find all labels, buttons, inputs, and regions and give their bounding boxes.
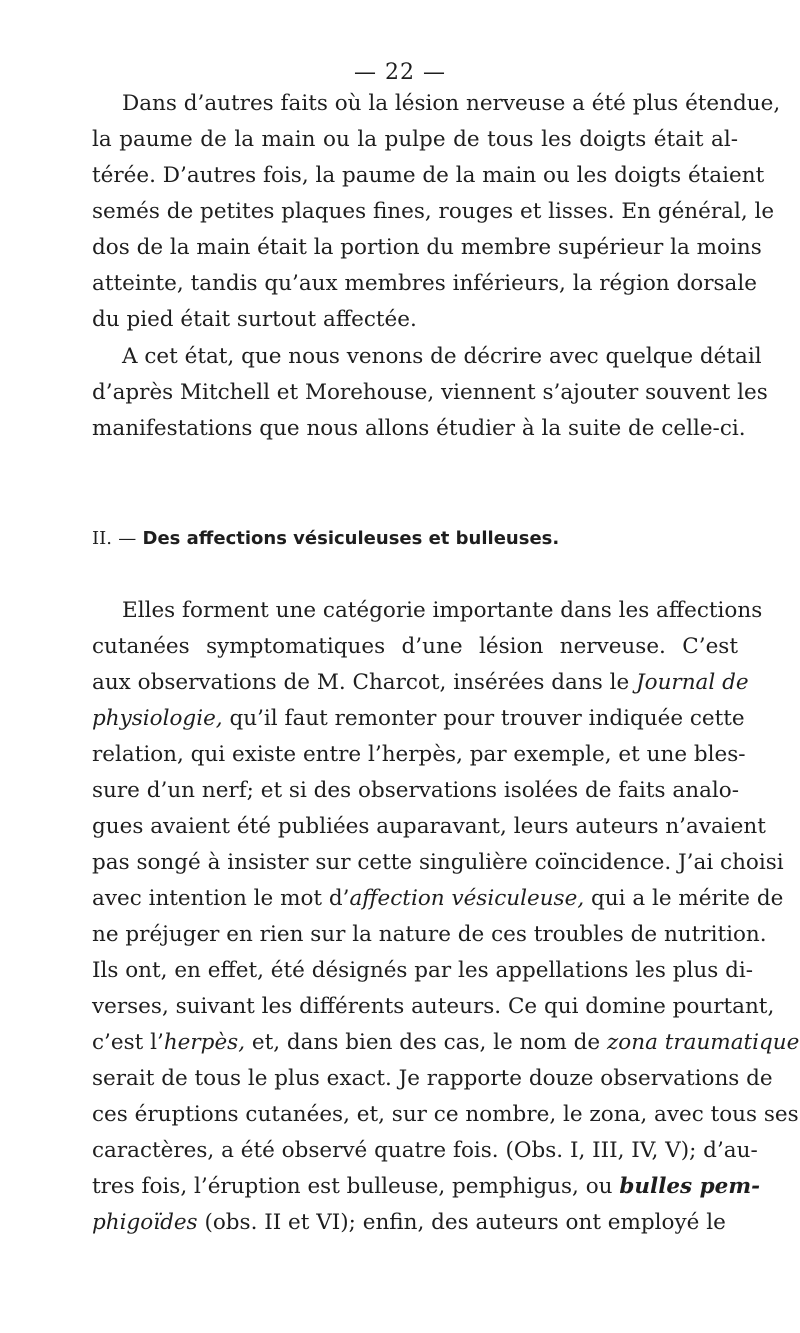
text-run: avec intention le mot d’ <box>92 886 350 911</box>
text-run: qu’il faut remonter pour trouver indiquée cette <box>229 706 745 731</box>
text-line <box>92 665 749 701</box>
text-run: tres fois, l’éruption est bulleuse, pemphigus, ou <box>92 1174 613 1199</box>
text-run: et, dans bien des cas, le nom de <box>251 1030 601 1055</box>
text-line: caractères, a été observé quatre fois. (Obs. I, III, IV, V); d’au- <box>92 1138 758 1163</box>
text-line: Dans d’autres faits où la lésion nerveuse a été plus étendue, <box>122 91 781 116</box>
text-line: atteinte, tandis qu’aux membres inférieurs, la région dorsale <box>92 271 757 296</box>
text-line: manifestations que nous allons étudier à la suite de celle-ci. <box>92 416 746 441</box>
text-line <box>92 1205 738 1241</box>
term-italic: herpès, <box>163 1030 246 1055</box>
page-number: — 22 — <box>354 60 446 85</box>
text-line: d’après Mitchell et Morehouse, viennent s’ajouter souvent les <box>92 380 768 405</box>
text-line: gues avaient été publiées auparavant, leurs auteurs n’avaient <box>92 814 766 839</box>
text-line: A cet état, que nous venons de décrire avec quelque détail <box>122 344 762 369</box>
term-italic: zona traumatique <box>606 1030 800 1055</box>
term-italic: phigoïdes <box>92 1210 198 1235</box>
text-line: relation, qui existe entre l’herpès, par exemple, et une bles- <box>92 742 746 767</box>
text-line <box>92 1025 800 1061</box>
text-line: semés de petites plaques fines, rouges et lisses. En général, le <box>92 199 775 224</box>
text-run: qui a le mérite de <box>591 886 784 911</box>
text-line: la paume de la main ou la pulpe de tous les doigts était al- <box>92 127 738 152</box>
section-number: II. <box>92 528 112 549</box>
section-heading <box>92 528 738 549</box>
text-line: sure d’un nerf; et si des observations isolées de faits analo- <box>92 778 739 803</box>
text-line <box>92 881 784 917</box>
text-line: verses, suivant les différents auteurs. Ce qui domine pourtant, <box>92 994 775 1019</box>
text-line: ces éruptions cutanées, et, sur ce nombre, le zona, avec tous ses <box>92 1102 799 1127</box>
text-line: du pied était surtout affectée. <box>92 307 417 332</box>
text-run: (obs. II et VI); enfin, des auteurs ont employé le <box>204 1210 726 1235</box>
text-line: serait de tous le plus exact. Je rapporte douze observations de <box>92 1066 773 1091</box>
text-line: pas songé à insister sur cette singulière coïncidence. J’ai choisi <box>92 850 784 875</box>
term-italic-bold: bulles pem- <box>619 1174 761 1199</box>
text-line <box>92 1169 761 1205</box>
text-run: aux observations de M. Charcot, insérées dans le <box>92 670 630 695</box>
text-run: c’est l’ <box>92 1030 164 1055</box>
section-dash: — <box>118 528 137 549</box>
text-line <box>92 701 745 737</box>
text-line: Ils ont, en effet, été désignés par les appellations les plus di- <box>92 958 753 983</box>
text-line: ne préjuger en rien sur la nature de ces troubles de nutrition. <box>92 922 767 947</box>
journal-title-italic: physiologie, <box>92 706 223 731</box>
text-line: cutanées symptomatiques d’une lésion nerveuse. C’est <box>92 634 738 659</box>
term-italic: affection vésiculeuse, <box>349 886 585 911</box>
journal-title-italic: Journal de <box>636 670 749 695</box>
section-title: Des affections vésiculeuses et bulleuses. <box>142 528 560 549</box>
text-line: térée. D’autres fois, la paume de la main ou les doigts étaient <box>92 163 765 188</box>
text-line: dos de la main était la portion du membre supérieur la moins <box>92 235 762 260</box>
text-line: Elles forment une catégorie importante dans les affections <box>122 598 763 623</box>
